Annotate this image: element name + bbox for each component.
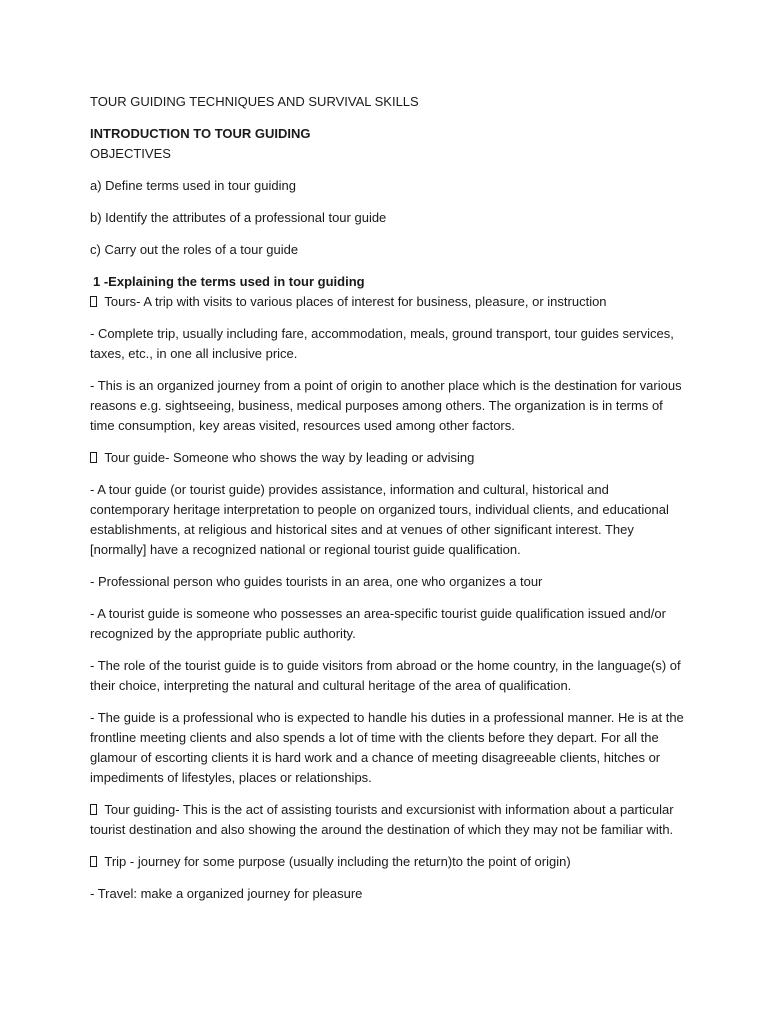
body-paragraph: - This is an organized journey from a point of origin to another place which is the destination for various reasons e.g. sightseeing, business, medical purposes among others. The organization is in terms of time consumption, key areas visited, resources used among other factors. (90, 378, 682, 433)
term-paragraph (90, 292, 690, 312)
term-paragraph (90, 800, 690, 840)
body-paragraph: - Travel: make a organized journey for pleasure (90, 886, 363, 901)
body-paragraph: - A tourist guide is someone who possesses an area-specific tourist guide qualification issued and/or recognized by the appropriate public authority. (90, 606, 666, 641)
objective-item: c) Carry out the roles of a tour guide (90, 242, 299, 257)
term-paragraph (90, 448, 690, 468)
bullet-box-icon (90, 452, 97, 463)
body-paragraph: - Complete trip, usually including fare, accommodation, meals, ground transport, tour guides services, taxes, etc., in one all inclusive price. (90, 326, 674, 361)
paragraph-text: Tour guide- Someone who shows the way by leading or advising (101, 450, 475, 465)
objective-item: a) Define terms used in tour guiding (90, 178, 296, 193)
section-heading: INTRODUCTION TO TOUR GUIDING (90, 126, 311, 141)
term-paragraph (90, 852, 690, 872)
paragraph-text: Tours- A trip with visits to various places of interest for business, pleasure, or instruction (101, 294, 607, 309)
paragraph-text: Trip - journey for some purpose (usually including the return)to the point of origin) (101, 854, 571, 869)
bullet-box-icon (90, 856, 97, 867)
body-paragraph: - Professional person who guides tourists in an area, one who organizes a tour (90, 574, 543, 589)
objective-item: b) Identify the attributes of a professional tour guide (90, 210, 387, 225)
bullet-box-icon (90, 296, 97, 307)
body-paragraph: - The role of the tourist guide is to guide visitors from abroad or the home country, in the language(s) of their choice, interpreting the natural and cultural heritage of the area of qualification. (90, 658, 681, 693)
paragraph-text: Tour guiding- This is the act of assisting tourists and excursionist with information about a particular tourist destination and also showing the around the destination of which they may not be familiar with. (90, 802, 674, 837)
bullet-box-icon (90, 804, 97, 815)
body-paragraph: - A tour guide (or tourist guide) provides assistance, information and cultural, historical and contemporary heritage interpretation to people on organized tours, individual clients, and educational establishments, at religious and historical sites and at venues of other significant interest. They [normally] have a recognized national or regional tourist guide qualification. (90, 482, 669, 557)
document-title: TOUR GUIDING TECHNIQUES AND SURVIVAL SKILLS (90, 94, 419, 109)
body-paragraph: - The guide is a professional who is expected to handle his duties in a professional manner. He is at the frontline meeting clients and also spends a lot of time with the clients before they depart. For all the glamour of escorting clients it is hard work and a chance of meeting disagreeable clients, hitches or impediments of lifestyles, places or relationships. (90, 710, 684, 785)
subheading: 1 -Explaining the terms used in tour guiding (93, 274, 365, 289)
document-page (90, 92, 690, 916)
objectives-label: OBJECTIVES (90, 146, 171, 161)
